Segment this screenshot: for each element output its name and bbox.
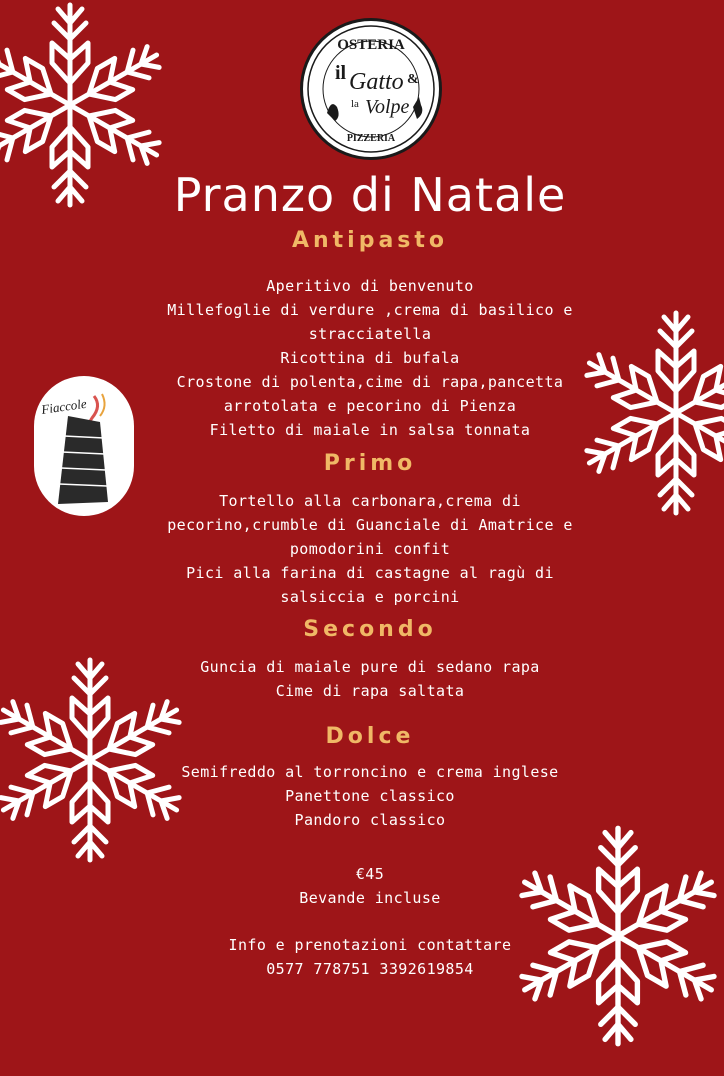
logo-volpe: Volpe bbox=[365, 96, 410, 118]
section-heading-secondo: Secondo bbox=[303, 617, 437, 642]
menu-item: arrotolata e pecorino di Pienza bbox=[223, 397, 517, 415]
menu-item: Pandoro classico bbox=[294, 811, 446, 829]
menu-item: stracciatella bbox=[308, 325, 432, 343]
menu-item: Pici alla farina di castagne al ragù di bbox=[186, 564, 554, 582]
price: €45 bbox=[355, 865, 385, 883]
menu-item: Tortello alla carbonara,crema di bbox=[219, 492, 521, 510]
antipasto-list bbox=[0, 274, 724, 442]
logo-la: la bbox=[351, 98, 359, 110]
section-heading-primo: Primo bbox=[323, 451, 417, 476]
fox-icon bbox=[413, 97, 422, 119]
fiaccole-text: Fiaccole bbox=[40, 395, 88, 417]
secondo-list bbox=[0, 655, 724, 703]
menu-item: Guncia di maiale pure di sedano rapa bbox=[200, 658, 540, 676]
menu-item: Millefoglie di verdure ,crema di basilico e bbox=[167, 301, 573, 319]
contact-block bbox=[0, 933, 724, 981]
contact-info: Info e prenotazioni contattare bbox=[228, 936, 512, 954]
section-heading-dolce: Dolce bbox=[325, 724, 415, 749]
menu-item: Panettone classico bbox=[285, 787, 455, 805]
menu-item: salsiccia e porcini bbox=[280, 588, 460, 606]
cat-icon bbox=[327, 104, 339, 121]
menu-item: Crostone di polenta,cime di rapa,pancetta bbox=[176, 373, 564, 391]
price-block bbox=[0, 862, 724, 910]
menu-item: Cime di rapa saltata bbox=[275, 682, 465, 700]
osteria-logo bbox=[300, 18, 442, 160]
menu-item: pecorino,crumble di Guanciale di Amatrice e bbox=[167, 516, 573, 534]
menu-item: pomodorini confit bbox=[289, 540, 451, 558]
dolce-list bbox=[0, 760, 724, 832]
logo-top-text: OSTERIA bbox=[337, 37, 405, 53]
menu-item: Ricottina di bufala bbox=[280, 349, 460, 367]
menu-item: Filetto di maiale in salsa tonnata bbox=[209, 421, 531, 439]
logo-bottom-text: PIZZERIA bbox=[346, 133, 396, 144]
drinks-included: Bevande incluse bbox=[299, 889, 441, 907]
section-heading-antipasto: Antipasto bbox=[291, 228, 449, 253]
logo-il: il bbox=[335, 62, 347, 84]
logo-gatto: Gatto bbox=[349, 69, 404, 95]
phone-numbers: 0577 778751 3392619854 bbox=[266, 960, 474, 978]
primo-list bbox=[0, 489, 724, 609]
menu-item: Aperitivo di benvenuto bbox=[266, 277, 474, 295]
page-title: Pranzo di Natale bbox=[173, 168, 567, 222]
menu-item: Semifreddo al torroncino e crema inglese bbox=[181, 763, 559, 781]
logo-amp: & bbox=[407, 72, 419, 87]
